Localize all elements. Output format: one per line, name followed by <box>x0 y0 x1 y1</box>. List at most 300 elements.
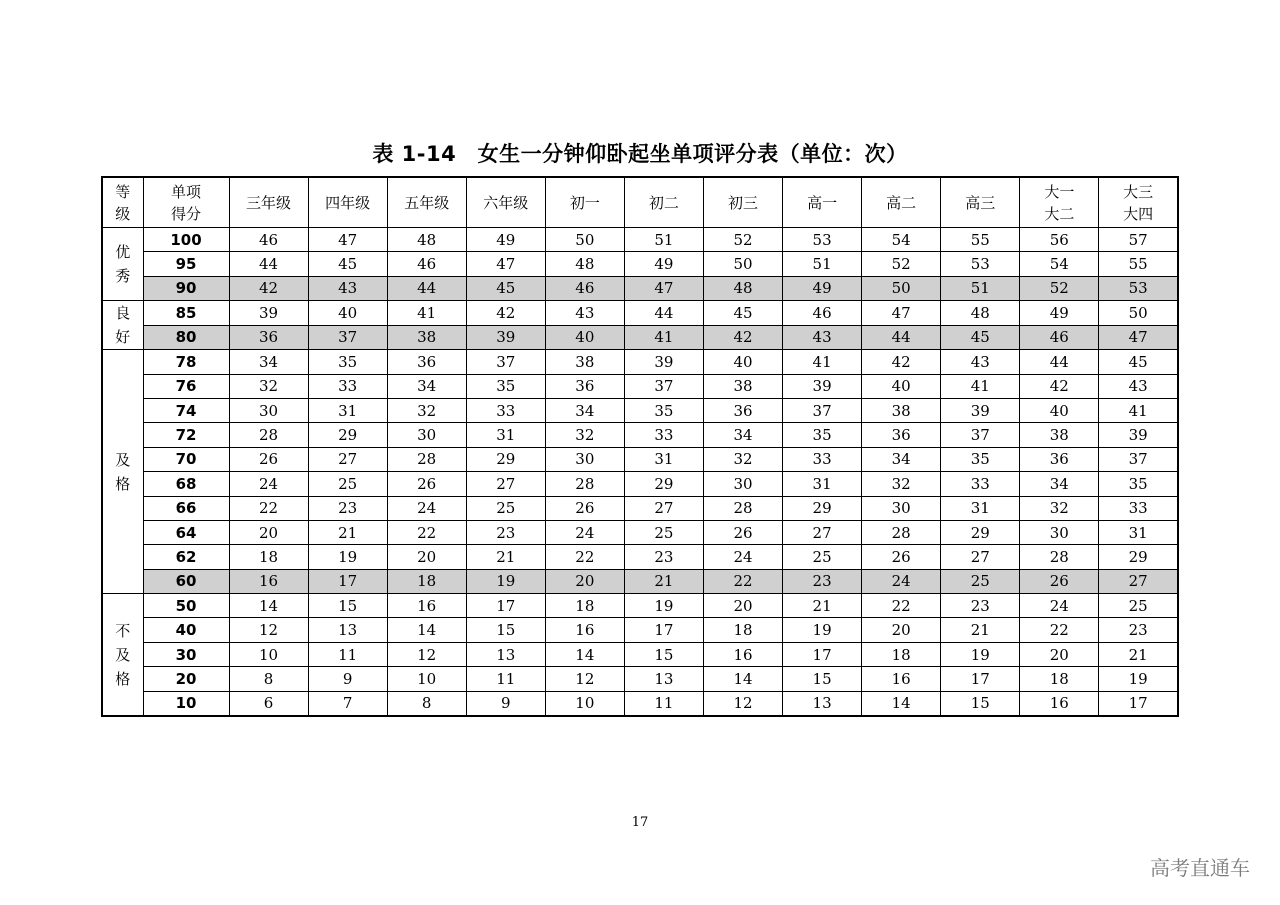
value-cell: 22 <box>229 496 308 520</box>
value-cell: 16 <box>703 642 782 666</box>
table-row <box>102 301 1178 326</box>
value-cell: 24 <box>387 496 466 520</box>
table-row <box>102 642 1178 666</box>
score-cell: 85 <box>143 301 229 326</box>
value-cell: 42 <box>466 301 545 326</box>
grade-label-char: 格 <box>115 474 131 493</box>
value-cell: 53 <box>941 252 1020 276</box>
value-cell: 43 <box>545 301 624 326</box>
value-cell: 35 <box>783 423 862 447</box>
value-cell: 55 <box>941 228 1020 252</box>
value-cell: 50 <box>1099 301 1178 326</box>
value-cell: 25 <box>308 472 387 496</box>
value-cell: 42 <box>1020 374 1099 398</box>
value-cell: 40 <box>862 374 941 398</box>
value-cell: 53 <box>1099 276 1178 300</box>
value-cell: 28 <box>862 520 941 544</box>
scoring-table <box>101 176 1179 717</box>
value-cell: 24 <box>545 520 624 544</box>
value-cell: 52 <box>703 228 782 252</box>
value-cell: 31 <box>466 423 545 447</box>
table-row <box>102 447 1178 471</box>
value-cell: 36 <box>862 423 941 447</box>
table-row <box>102 398 1178 422</box>
value-cell: 50 <box>703 252 782 276</box>
column-header-line1: 六年级 <box>483 193 529 212</box>
value-cell: 48 <box>387 228 466 252</box>
table-row <box>102 228 1178 252</box>
grade-header-line2: 级 <box>115 204 131 223</box>
value-cell: 33 <box>941 472 1020 496</box>
value-cell: 30 <box>545 447 624 471</box>
value-cell: 26 <box>1020 569 1099 593</box>
value-cell: 36 <box>229 325 308 350</box>
value-cell: 21 <box>624 569 703 593</box>
value-cell: 21 <box>783 594 862 618</box>
value-cell: 33 <box>783 447 862 471</box>
value-cell: 19 <box>466 569 545 593</box>
value-cell: 16 <box>229 569 308 593</box>
value-cell: 31 <box>308 398 387 422</box>
value-cell: 20 <box>229 520 308 544</box>
value-cell: 45 <box>1099 350 1178 374</box>
value-cell: 46 <box>545 276 624 300</box>
value-cell: 11 <box>466 667 545 691</box>
grade-label <box>102 228 143 301</box>
value-cell: 18 <box>545 594 624 618</box>
value-cell: 46 <box>387 252 466 276</box>
value-cell: 47 <box>308 228 387 252</box>
value-cell: 10 <box>545 691 624 716</box>
value-cell: 26 <box>545 496 624 520</box>
value-cell: 37 <box>308 325 387 350</box>
value-cell: 48 <box>545 252 624 276</box>
value-cell: 17 <box>1099 691 1178 716</box>
column-header <box>229 177 308 228</box>
score-cell: 78 <box>143 350 229 374</box>
value-cell: 55 <box>1099 252 1178 276</box>
value-cell: 19 <box>308 545 387 569</box>
value-cell: 49 <box>783 276 862 300</box>
column-header <box>308 177 387 228</box>
column-header <box>1099 177 1178 228</box>
value-cell: 24 <box>862 569 941 593</box>
column-header <box>624 177 703 228</box>
score-cell: 66 <box>143 496 229 520</box>
value-cell: 25 <box>624 520 703 544</box>
value-cell: 39 <box>1099 423 1178 447</box>
score-header-line1: 单项 <box>170 182 201 201</box>
value-cell: 37 <box>1099 447 1178 471</box>
table-row <box>102 569 1178 593</box>
value-cell: 6 <box>229 691 308 716</box>
value-cell: 38 <box>387 325 466 350</box>
value-cell: 29 <box>308 423 387 447</box>
value-cell: 14 <box>862 691 941 716</box>
value-cell: 41 <box>624 325 703 350</box>
value-cell: 15 <box>466 618 545 642</box>
value-cell: 28 <box>1020 545 1099 569</box>
watermark: 高考直通车 <box>1150 856 1250 880</box>
table-row <box>102 423 1178 447</box>
value-cell: 18 <box>862 642 941 666</box>
value-cell: 13 <box>783 691 862 716</box>
value-cell: 49 <box>624 252 703 276</box>
score-cell: 90 <box>143 276 229 300</box>
value-cell: 38 <box>703 374 782 398</box>
column-header-line1: 大一 <box>1044 182 1075 201</box>
value-cell: 20 <box>545 569 624 593</box>
column-header <box>941 177 1020 228</box>
score-cell: 76 <box>143 374 229 398</box>
score-cell: 60 <box>143 569 229 593</box>
value-cell: 11 <box>624 691 703 716</box>
value-cell: 27 <box>783 520 862 544</box>
value-cell: 39 <box>466 325 545 350</box>
value-cell: 35 <box>308 350 387 374</box>
value-cell: 20 <box>703 594 782 618</box>
value-cell: 44 <box>1020 350 1099 374</box>
score-cell: 20 <box>143 667 229 691</box>
value-cell: 24 <box>703 545 782 569</box>
value-cell: 16 <box>862 667 941 691</box>
value-cell: 22 <box>862 594 941 618</box>
grade-label-char: 不 <box>115 621 131 640</box>
value-cell: 20 <box>387 545 466 569</box>
value-cell: 32 <box>545 423 624 447</box>
value-cell: 16 <box>387 594 466 618</box>
value-cell: 44 <box>624 301 703 326</box>
value-cell: 31 <box>624 447 703 471</box>
score-cell: 62 <box>143 545 229 569</box>
value-cell: 54 <box>862 228 941 252</box>
value-cell: 30 <box>862 496 941 520</box>
value-cell: 36 <box>545 374 624 398</box>
value-cell: 15 <box>624 642 703 666</box>
column-header-line2: 大二 <box>1044 204 1075 223</box>
value-cell: 47 <box>1099 325 1178 350</box>
value-cell: 46 <box>1020 325 1099 350</box>
value-cell: 29 <box>466 447 545 471</box>
column-header-line2: 大四 <box>1123 204 1154 223</box>
column-header-line1: 大三 <box>1123 182 1154 201</box>
value-cell: 34 <box>545 398 624 422</box>
value-cell: 12 <box>387 642 466 666</box>
table-row <box>102 691 1178 716</box>
value-cell: 27 <box>624 496 703 520</box>
value-cell: 42 <box>862 350 941 374</box>
value-cell: 18 <box>703 618 782 642</box>
value-cell: 17 <box>783 642 862 666</box>
value-cell: 27 <box>308 447 387 471</box>
grade-label-char: 秀 <box>115 267 131 286</box>
value-cell: 47 <box>862 301 941 326</box>
value-cell: 37 <box>783 398 862 422</box>
value-cell: 53 <box>783 228 862 252</box>
value-cell: 19 <box>1099 667 1178 691</box>
value-cell: 18 <box>387 569 466 593</box>
value-cell: 28 <box>229 423 308 447</box>
value-cell: 50 <box>862 276 941 300</box>
grade-header-line1: 等 <box>115 182 131 201</box>
value-cell: 45 <box>941 325 1020 350</box>
value-cell: 43 <box>941 350 1020 374</box>
value-cell: 41 <box>783 350 862 374</box>
value-cell: 23 <box>624 545 703 569</box>
value-cell: 50 <box>545 228 624 252</box>
value-cell: 16 <box>545 618 624 642</box>
score-cell: 64 <box>143 520 229 544</box>
score-cell: 72 <box>143 423 229 447</box>
value-cell: 36 <box>387 350 466 374</box>
value-cell: 45 <box>308 252 387 276</box>
value-cell: 22 <box>1020 618 1099 642</box>
column-header-line1: 三年级 <box>246 193 292 212</box>
value-cell: 41 <box>387 301 466 326</box>
value-cell: 7 <box>308 691 387 716</box>
value-cell: 37 <box>941 423 1020 447</box>
value-cell: 9 <box>308 667 387 691</box>
value-cell: 47 <box>624 276 703 300</box>
value-cell: 39 <box>941 398 1020 422</box>
column-header <box>387 177 466 228</box>
value-cell: 51 <box>941 276 1020 300</box>
value-cell: 28 <box>387 447 466 471</box>
value-cell: 35 <box>1099 472 1178 496</box>
value-cell: 35 <box>466 374 545 398</box>
value-cell: 25 <box>783 545 862 569</box>
score-cell: 74 <box>143 398 229 422</box>
column-header <box>783 177 862 228</box>
value-cell: 40 <box>703 350 782 374</box>
value-cell: 33 <box>466 398 545 422</box>
grade-label-char: 格 <box>115 669 131 688</box>
value-cell: 18 <box>229 545 308 569</box>
value-cell: 34 <box>1020 472 1099 496</box>
score-header-line2: 得分 <box>170 204 201 223</box>
score-cell: 10 <box>143 691 229 716</box>
value-cell: 30 <box>387 423 466 447</box>
grade-label-char: 优 <box>115 243 131 262</box>
value-cell: 14 <box>703 667 782 691</box>
value-cell: 28 <box>703 496 782 520</box>
value-cell: 27 <box>466 472 545 496</box>
value-cell: 25 <box>941 569 1020 593</box>
value-cell: 23 <box>783 569 862 593</box>
column-header-line1: 高三 <box>965 193 996 212</box>
value-cell: 47 <box>466 252 545 276</box>
value-cell: 46 <box>229 228 308 252</box>
value-cell: 15 <box>941 691 1020 716</box>
value-cell: 31 <box>941 496 1020 520</box>
score-cell: 40 <box>143 618 229 642</box>
value-cell: 52 <box>862 252 941 276</box>
value-cell: 32 <box>862 472 941 496</box>
value-cell: 14 <box>387 618 466 642</box>
value-cell: 27 <box>941 545 1020 569</box>
value-cell: 49 <box>1020 301 1099 326</box>
table-row <box>102 520 1178 544</box>
value-cell: 17 <box>624 618 703 642</box>
value-cell: 35 <box>624 398 703 422</box>
score-cell: 30 <box>143 642 229 666</box>
grade-label <box>102 350 143 594</box>
value-cell: 40 <box>545 325 624 350</box>
value-cell: 22 <box>545 545 624 569</box>
value-cell: 23 <box>466 520 545 544</box>
table-row <box>102 276 1178 300</box>
value-cell: 15 <box>308 594 387 618</box>
value-cell: 28 <box>545 472 624 496</box>
value-cell: 31 <box>783 472 862 496</box>
value-cell: 54 <box>1020 252 1099 276</box>
value-cell: 41 <box>1099 398 1178 422</box>
column-header-line1: 四年级 <box>325 193 371 212</box>
value-cell: 38 <box>545 350 624 374</box>
value-cell: 43 <box>308 276 387 300</box>
column-header-line1: 初一 <box>569 193 600 212</box>
grade-label-char: 好 <box>115 328 131 347</box>
value-cell: 17 <box>308 569 387 593</box>
value-cell: 21 <box>308 520 387 544</box>
value-cell: 23 <box>941 594 1020 618</box>
value-cell: 12 <box>545 667 624 691</box>
value-cell: 21 <box>466 545 545 569</box>
table-body <box>102 228 1178 717</box>
value-cell: 29 <box>783 496 862 520</box>
column-header-line1: 初二 <box>648 193 679 212</box>
value-cell: 14 <box>229 594 308 618</box>
column-header <box>545 177 624 228</box>
table-row <box>102 350 1178 374</box>
value-cell: 25 <box>466 496 545 520</box>
value-cell: 19 <box>783 618 862 642</box>
value-cell: 29 <box>624 472 703 496</box>
value-cell: 43 <box>783 325 862 350</box>
table-row <box>102 594 1178 618</box>
table-title: 表 1-14 女生一分钟仰卧起坐单项评分表（单位：次） <box>372 142 908 166</box>
score-cell: 100 <box>143 228 229 252</box>
column-header <box>1020 177 1099 228</box>
value-cell: 30 <box>703 472 782 496</box>
value-cell: 34 <box>862 447 941 471</box>
value-cell: 37 <box>624 374 703 398</box>
value-cell: 32 <box>1020 496 1099 520</box>
value-cell: 36 <box>703 398 782 422</box>
value-cell: 29 <box>941 520 1020 544</box>
value-cell: 46 <box>783 301 862 326</box>
score-header <box>143 177 229 228</box>
value-cell: 11 <box>308 642 387 666</box>
value-cell: 26 <box>862 545 941 569</box>
value-cell: 30 <box>1020 520 1099 544</box>
table-row <box>102 667 1178 691</box>
value-cell: 23 <box>308 496 387 520</box>
score-cell: 68 <box>143 472 229 496</box>
value-cell: 22 <box>703 569 782 593</box>
value-cell: 24 <box>229 472 308 496</box>
value-cell: 15 <box>783 667 862 691</box>
table-row <box>102 472 1178 496</box>
value-cell: 13 <box>308 618 387 642</box>
value-cell: 21 <box>941 618 1020 642</box>
value-cell: 51 <box>624 228 703 252</box>
column-header-line1: 初三 <box>728 193 759 212</box>
value-cell: 26 <box>387 472 466 496</box>
table-row <box>102 325 1178 350</box>
value-cell: 34 <box>703 423 782 447</box>
value-cell: 27 <box>1099 569 1178 593</box>
value-cell: 42 <box>703 325 782 350</box>
score-cell: 50 <box>143 594 229 618</box>
value-cell: 39 <box>624 350 703 374</box>
value-cell: 16 <box>1020 691 1099 716</box>
value-cell: 13 <box>624 667 703 691</box>
value-cell: 40 <box>308 301 387 326</box>
value-cell: 9 <box>466 691 545 716</box>
column-header <box>703 177 782 228</box>
value-cell: 33 <box>308 374 387 398</box>
value-cell: 52 <box>1020 276 1099 300</box>
value-cell: 45 <box>703 301 782 326</box>
value-cell: 22 <box>387 520 466 544</box>
value-cell: 57 <box>1099 228 1178 252</box>
value-cell: 20 <box>1020 642 1099 666</box>
value-cell: 44 <box>229 252 308 276</box>
value-cell: 29 <box>1099 545 1178 569</box>
value-cell: 26 <box>229 447 308 471</box>
value-cell: 32 <box>229 374 308 398</box>
value-cell: 40 <box>1020 398 1099 422</box>
value-cell: 44 <box>387 276 466 300</box>
value-cell: 23 <box>1099 618 1178 642</box>
grade-label <box>102 301 143 350</box>
value-cell: 12 <box>229 618 308 642</box>
value-cell: 32 <box>387 398 466 422</box>
table-row <box>102 545 1178 569</box>
value-cell: 56 <box>1020 228 1099 252</box>
value-cell: 25 <box>1099 594 1178 618</box>
score-cell: 95 <box>143 252 229 276</box>
value-cell: 31 <box>1099 520 1178 544</box>
value-cell: 36 <box>1020 447 1099 471</box>
column-header <box>466 177 545 228</box>
value-cell: 8 <box>387 691 466 716</box>
value-cell: 42 <box>229 276 308 300</box>
value-cell: 43 <box>1099 374 1178 398</box>
grade-header <box>102 177 143 228</box>
table-row <box>102 374 1178 398</box>
value-cell: 20 <box>862 618 941 642</box>
value-cell: 13 <box>466 642 545 666</box>
header-row <box>102 177 1178 228</box>
value-cell: 14 <box>545 642 624 666</box>
value-cell: 38 <box>1020 423 1099 447</box>
column-header <box>862 177 941 228</box>
value-cell: 37 <box>466 350 545 374</box>
score-cell: 80 <box>143 325 229 350</box>
value-cell: 39 <box>783 374 862 398</box>
value-cell: 38 <box>862 398 941 422</box>
score-cell: 70 <box>143 447 229 471</box>
grade-label <box>102 594 143 716</box>
value-cell: 45 <box>466 276 545 300</box>
value-cell: 32 <box>703 447 782 471</box>
column-header-line1: 五年级 <box>404 193 450 212</box>
value-cell: 41 <box>941 374 1020 398</box>
value-cell: 48 <box>941 301 1020 326</box>
value-cell: 10 <box>229 642 308 666</box>
